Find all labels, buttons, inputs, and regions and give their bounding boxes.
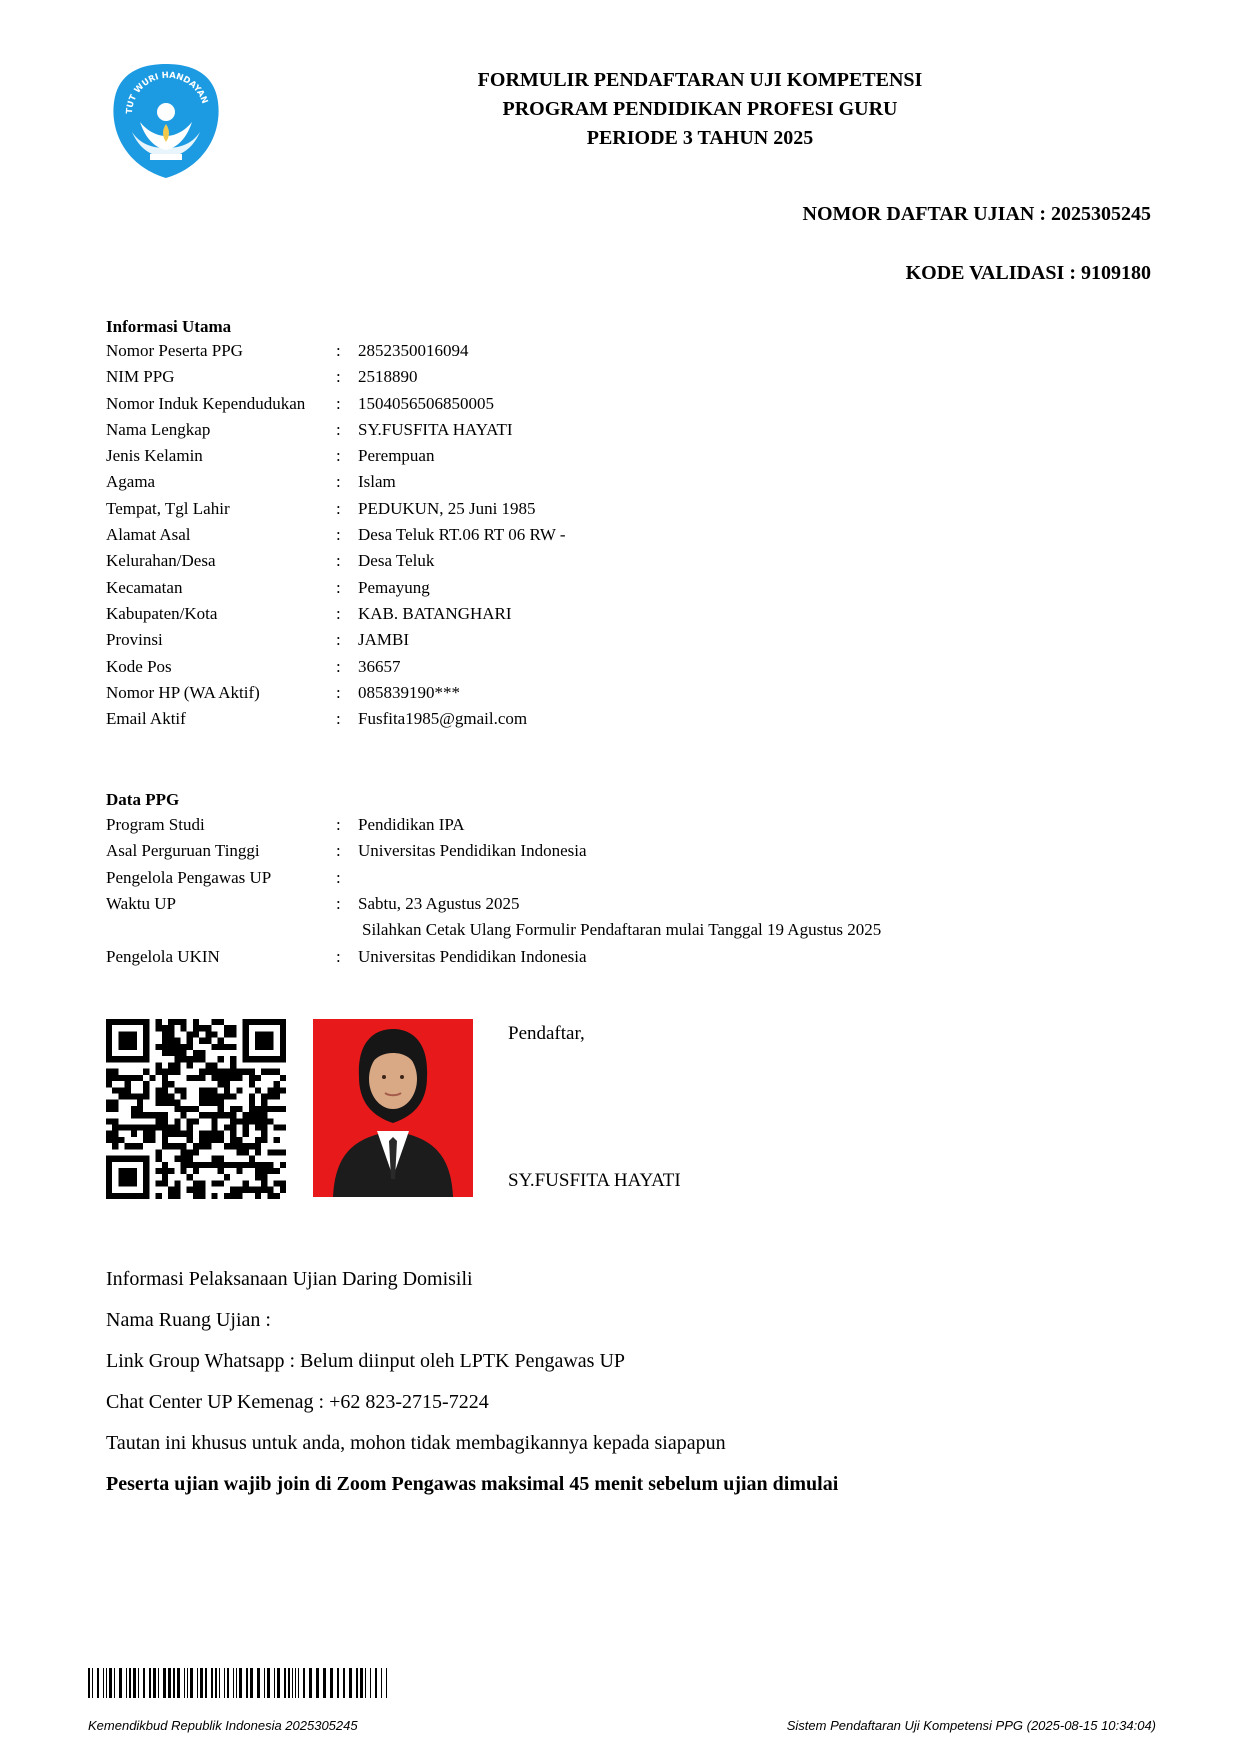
row-value: PEDUKUN, 25 Juni 1985 xyxy=(358,498,536,518)
row-value: Universitas Pendidikan Indonesia xyxy=(358,841,587,861)
barcode xyxy=(88,1668,392,1698)
row-label: Nama Lengkap xyxy=(106,419,211,439)
row-colon: : xyxy=(336,947,341,966)
row-colon: : xyxy=(336,709,341,729)
title-line-3: PERIODE 3 TAHUN 2025 xyxy=(586,127,814,149)
row-colon: : xyxy=(336,525,341,545)
row-value: Desa Teluk RT.06 RT 06 RW - xyxy=(358,525,566,545)
zoom-warning: Peserta ujian wajib join di Zoom Pengawas maksimal 45 menit sebelum ujian dimulai xyxy=(106,1473,839,1495)
row-label: Nomor HP (WA Aktif) xyxy=(106,682,260,702)
row-value: 2518890 xyxy=(358,367,418,387)
row-label: Kelurahan/Desa xyxy=(106,551,216,571)
info-line: Informasi Pelaksanaan Ujian Daring Domisili xyxy=(106,1268,473,1290)
row-value: Pemayung xyxy=(358,577,430,597)
tut-wuri-handayani-logo xyxy=(110,62,222,180)
row-value: SY.FUSFITA HAYATI xyxy=(358,419,513,439)
row-colon: : xyxy=(336,656,341,676)
row-colon: : xyxy=(336,867,341,887)
nomor-daftar-ujian: NOMOR DAFTAR UJIAN : 2025305245 xyxy=(802,203,1151,225)
kode-validasi: KODE VALIDASI : 9109180 xyxy=(905,262,1151,284)
row-value: Islam xyxy=(358,472,396,492)
row-colon: : xyxy=(336,393,341,413)
row-value: 085839190*** xyxy=(358,682,460,702)
row-label: Nomor Peserta PPG xyxy=(106,341,243,360)
row-colon: : xyxy=(336,577,341,597)
qr-code xyxy=(106,1019,286,1199)
row-colon: : xyxy=(336,341,341,360)
info-line: Link Group Whatsapp : Belum diinput oleh LPTK Pengawas UP xyxy=(106,1350,626,1372)
row-value: Sabtu, 23 Agustus 2025 xyxy=(358,893,520,913)
form-title xyxy=(330,66,1070,153)
informasi-utama-heading: Informasi Utama xyxy=(106,317,232,336)
row-colon: : xyxy=(336,419,341,439)
row-colon: : xyxy=(336,630,341,650)
cetak-ulang-note: Silahkan Cetak Ulang Formulir Pendaftaran mulai Tanggal 19 Agustus 2025 xyxy=(362,920,882,939)
info-line: Chat Center UP Kemenag : +62 823-2715-7224 xyxy=(106,1391,489,1413)
row-value: 36657 xyxy=(358,656,401,676)
row-value: KAB. BATANGHARI xyxy=(358,603,512,623)
title-line-2: PROGRAM PENDIDIKAN PROFESI GURU xyxy=(502,98,898,120)
row-value: 1504056506850005 xyxy=(358,393,494,413)
row-label: NIM PPG xyxy=(106,367,175,387)
data-ppg-heading: Data PPG xyxy=(106,790,180,809)
row-label: Pengelola Pengawas UP xyxy=(106,867,272,887)
row-label: Kecamatan xyxy=(106,577,183,597)
pendaftar-label: Pendaftar, xyxy=(508,1023,585,1044)
row-label: Program Studi xyxy=(106,815,205,834)
row-colon: : xyxy=(336,472,341,492)
row-label: Waktu UP xyxy=(106,893,176,913)
row-label: Kode Pos xyxy=(106,656,172,676)
row-value: Pendidikan IPA xyxy=(358,815,465,834)
row-value: Perempuan xyxy=(358,446,435,466)
row-label: Email Aktif xyxy=(106,709,186,729)
info-line: Nama Ruang Ujian : xyxy=(106,1309,271,1331)
signature-name: SY.FUSFITA HAYATI xyxy=(508,1170,681,1191)
row-colon: : xyxy=(336,551,341,571)
row-colon: : xyxy=(336,603,341,623)
info-line: Tautan ini khusus untuk anda, mohon tidak membagikannya kepada siapapun xyxy=(106,1432,726,1454)
row-label: Provinsi xyxy=(106,630,163,650)
row-label: Agama xyxy=(106,472,156,492)
row-label: Asal Perguruan Tinggi xyxy=(106,841,260,861)
row-label: Kabupaten/Kota xyxy=(106,603,218,623)
row-colon: : xyxy=(336,841,341,861)
row-label: Nomor Induk Kependudukan xyxy=(106,393,306,413)
row-colon: : xyxy=(336,682,341,702)
row-label: Alamat Asal xyxy=(106,525,191,545)
row-value: Desa Teluk xyxy=(358,551,435,571)
title-line-1: FORMULIR PENDAFTARAN UJI KOMPETENSI xyxy=(477,69,923,91)
row-value: Fusfita1985@gmail.com xyxy=(358,709,528,729)
row-colon: : xyxy=(336,446,341,466)
footer-left: Kemendikbud Republik Indonesia 2025305245 xyxy=(88,1718,358,1733)
footer-right: Sistem Pendaftaran Uji Kompetensi PPG (2025-08-15 10:34:04) xyxy=(786,1718,1156,1733)
row-label: Tempat, Tgl Lahir xyxy=(106,498,230,518)
row-label: Jenis Kelamin xyxy=(106,446,203,466)
row-value: JAMBI xyxy=(358,630,410,650)
row-colon: : xyxy=(336,367,341,387)
row-colon: : xyxy=(336,498,341,518)
participant-photo xyxy=(313,1019,473,1197)
row-label: Pengelola UKIN xyxy=(106,947,220,966)
row-value: Universitas Pendidikan Indonesia xyxy=(358,947,587,966)
svg-text:TUT WURI HANDAYANI: TUT WURI HANDAYAN xyxy=(124,70,210,115)
row-value: 2852350016094 xyxy=(358,341,469,360)
row-colon: : xyxy=(336,893,341,913)
row-colon: : xyxy=(336,815,341,834)
